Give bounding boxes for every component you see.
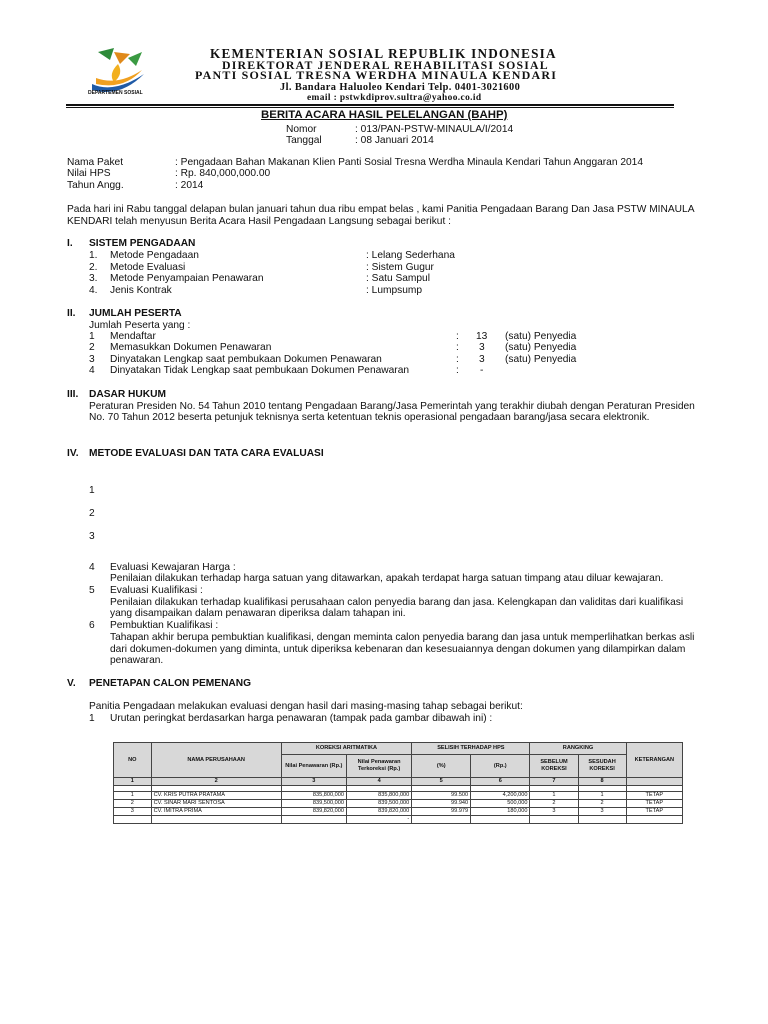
column-number: 8 <box>578 778 626 786</box>
nomor-value: : 013/PAN-PSTW-MINAULA/I/2014 <box>355 124 514 135</box>
evaluation-step-number: 5 <box>89 585 95 596</box>
s1-item-value: : Satu Sampul <box>366 273 430 284</box>
section-5-number: V. <box>67 678 76 689</box>
s1-item-number: 4. <box>89 285 98 296</box>
hps-label: Nilai HPS <box>67 168 111 179</box>
cell-no: 3 <box>114 808 152 816</box>
cell-sebelum: 1 <box>530 792 578 800</box>
letterhead-line-1: KEMENTERIAN SOSIAL REPUBLIK INDONESIA <box>210 46 557 61</box>
cell-nilai-terkoreksi: 839,500,000 <box>346 800 411 808</box>
cell-keterangan: TETAP <box>626 800 682 808</box>
evaluation-step-title: Evaluasi Kualifikasi : <box>110 585 203 596</box>
evaluation-step-text: Penilaian dilakukan terhadap harga satuan yang ditawarkan, apakah terdapat harga satuan timpang atau diluar kewajaran. <box>110 573 664 584</box>
s2-item-label: Memasukkan Dokumen Penawaran <box>110 342 272 353</box>
evaluation-step-text: dari dokumen-dokumen yang diminta, untuk diperiksa kebenaran dan kesesuaiannya dengan dokumen yang dilampirkan dalam <box>110 644 686 655</box>
document-title: BERITA ACARA HASIL PELELANGAN (BAHP) <box>261 109 508 121</box>
cell-keterangan: TETAP <box>626 808 682 816</box>
header-sesudah-koreksi: SESUDAH KOREKSI <box>578 755 626 778</box>
intro-line-1: Pada hari ini Rabu tanggal delapan bulan januari tahun dua ribu empat belas , kami Panitia Pengadaan Barang Dan Jasa PSTW MINAULA <box>67 204 695 215</box>
s1-item-label: Metode Penyampaian Penawaran <box>110 273 264 284</box>
cell-sesudah: 1 <box>578 792 626 800</box>
column-number: 2 <box>151 778 281 786</box>
header-rupiah: (Rp.) <box>471 755 530 778</box>
letterhead-email: email : pstwkdiprov.sultra@yahoo.co.id <box>307 93 482 103</box>
header-nilai-penawaran: Nilai Penawaran (Rp.) <box>281 755 346 778</box>
column-number: 6 <box>471 778 530 786</box>
cell-nilai-penawaran: 839,500,000 <box>281 800 346 808</box>
header-keterangan: KETERANGAN <box>626 743 682 778</box>
cell-no: 1 <box>114 792 152 800</box>
letterhead-rule <box>66 104 674 106</box>
evaluation-step-number: 6 <box>89 620 95 631</box>
section-5-item-number: 1 <box>89 713 95 724</box>
evaluation-step-number: 1 <box>89 485 95 496</box>
section-5-title: PENETAPAN CALON PEMENANG <box>89 678 252 689</box>
s1-item-label: Metode Pengadaan <box>110 250 199 261</box>
column-number: 4 <box>346 778 411 786</box>
s2-item-label: Dinyatakan Lengkap saat pembukaan Dokumen Penawaran <box>110 354 382 365</box>
tanggal-label: Tanggal <box>286 135 322 146</box>
s2-item-colon: : <box>456 365 459 376</box>
s2-item-unit: (satu) Penyedia <box>505 331 577 342</box>
column-number: 3 <box>281 778 346 786</box>
evaluation-step-text: penawaran. <box>110 655 164 666</box>
paket-value: : Pengadaan Bahan Makanan Klien Panti Sosial Tresna Werdha Minaula Kendari Tahun Anggaran 2014 <box>175 157 644 168</box>
cell-nilai-penawaran: 835,800,000 <box>281 792 346 800</box>
column-number: 1 <box>114 778 152 786</box>
ranking-table <box>113 742 683 824</box>
table-row <box>114 800 683 808</box>
s1-item-value: : Lumpsump <box>366 285 423 296</box>
section-5-item-text: Urutan peringkat berdasarkan harga penawaran (tampak pada gambar dibawah ini) : <box>110 713 493 724</box>
s2-item-number: 2 <box>89 342 95 353</box>
section-4-number: IV. <box>67 448 79 459</box>
cell-rupiah: 500,000 <box>471 800 530 808</box>
hps-value: : Rp. 840,000,000.00 <box>175 168 271 179</box>
s2-item-colon: : <box>456 342 459 353</box>
column-number <box>626 778 682 786</box>
cell-company: CV. KRIS PUTRA PRATAMA <box>151 792 281 800</box>
nomor-label: Nomor <box>286 124 317 135</box>
header-no: NO <box>114 743 152 778</box>
column-number: 7 <box>530 778 578 786</box>
paket-label: Nama Paket <box>67 157 124 168</box>
s2-item-number: 3 <box>89 354 95 365</box>
cell-trailing-dash: - <box>346 816 411 824</box>
letterhead-address: Jl. Bandara Haluoleo Kendari Telp. 0401-3021600 <box>280 82 521 93</box>
intro-line-2: KENDARI telah menyusun Berita Acara Hasil Pengadaan Langsung sebagai berikut : <box>67 216 451 227</box>
section-5-intro: Panitia Pengadaan melakukan evaluasi dengan hasil dari masing-masing tahap sebagai berikut: <box>89 701 523 712</box>
s1-item-number: 3. <box>89 273 98 284</box>
evaluation-step-number: 3 <box>89 531 95 542</box>
column-number: 5 <box>412 778 471 786</box>
tahun-value: : 2014 <box>175 180 204 191</box>
s2-item-number: 1 <box>89 331 95 342</box>
header-company: NAMA PERUSAHAAN <box>151 743 281 778</box>
s2-item-count: 13 <box>476 331 488 342</box>
section-2-title: JUMLAH PESERTA <box>89 308 182 319</box>
cell-company: CV. IMITRA PRIMA <box>151 808 281 816</box>
evaluation-step-title: Evaluasi Kewajaran Harga : <box>110 562 236 573</box>
table-row <box>114 808 683 816</box>
cell-percent: 99.940 <box>412 800 471 808</box>
s1-item-number: 2. <box>89 262 98 273</box>
evaluation-step-number: 2 <box>89 508 95 519</box>
header-sebelum-koreksi: SEBELUM KOREKSI <box>530 755 578 778</box>
cell-company: CV. SINAR MARI SENTOSA <box>151 800 281 808</box>
cell-sesudah: 2 <box>578 800 626 808</box>
header-rangking: RANGKING <box>530 743 626 755</box>
cell-rupiah: 180,000 <box>471 808 530 816</box>
evaluation-step-text: Tahapan akhir berupa pembuktian kualifikasi, dengan meminta calon penyedia barang dan jasa untuk memperlihatkan berkas asli <box>110 632 695 643</box>
s2-item-count: 3 <box>479 354 485 365</box>
dasar-hukum-line-2: No. 70 Tahun 2012 beserta petunjuk teknisnya serta ketentuan teknis operasional pengadaan barang/jasa secara elektronik. <box>89 412 650 423</box>
cell-nilai-penawaran: 839,820,000 <box>281 808 346 816</box>
s1-item-label: Jenis Kontrak <box>110 285 172 296</box>
header-nilai-terkoreksi: Nilai Penawaran Terkoreksi (Rp.) <box>346 755 411 778</box>
s2-item-colon: : <box>456 331 459 342</box>
letterhead-rule-thin <box>66 107 674 108</box>
s2-item-count: - <box>480 365 484 376</box>
cell-no: 2 <box>114 800 152 808</box>
letterhead-line-3: PANTI SOSIAL TRESNA WERDHA MINAULA KENDARI <box>195 68 558 82</box>
evaluation-step-text: Penilaian dilakukan terhadap kualifikasi perusahaan calon penyedia barang dan jasa. Kelengkapan dan validitas dari kualifikasi <box>110 597 684 608</box>
section-3-number: III. <box>67 389 79 400</box>
evaluation-step-number: 4 <box>89 562 95 573</box>
s1-item-label: Metode Evaluasi <box>110 262 186 273</box>
tahun-label: Tahun Angg. <box>67 180 124 191</box>
cell-sebelum: 2 <box>530 800 578 808</box>
header-selisih: SELISIH TERHADAP HPS <box>412 743 530 755</box>
table-row <box>114 792 683 800</box>
s1-item-number: 1. <box>89 250 98 261</box>
letterhead-line-2: DIREKTORAT JENDERAL REHABILITASI SOSIAL <box>222 58 549 72</box>
s2-item-unit: (satu) Penyedia <box>505 354 577 365</box>
s1-item-value: : Sistem Gugur <box>366 262 434 273</box>
s2-item-number: 4 <box>89 365 95 376</box>
s1-item-value: : Lelang Sederhana <box>366 250 455 261</box>
header-percent: (%) <box>412 755 471 778</box>
cell-nilai-terkoreksi: 839,820,000 <box>346 808 411 816</box>
section-2-subtitle: Jumlah Peserta yang : <box>89 320 191 331</box>
cell-nilai-terkoreksi: 835,800,000 <box>346 792 411 800</box>
section-1-number: I. <box>67 238 73 249</box>
evaluation-step-title: Pembuktian Kualifikasi : <box>110 620 219 631</box>
section-3-title: DASAR HUKUM <box>89 389 166 400</box>
section-2-number: II. <box>67 308 76 319</box>
cell-rupiah: 4,200,000 <box>471 792 530 800</box>
header-koreksi: KOREKSI ARITMATIKA <box>281 743 412 755</box>
s2-item-label: Dinyatakan Tidak Lengkap saat pembukaan Dokumen Penawaran <box>110 365 410 376</box>
s2-item-colon: : <box>456 354 459 365</box>
cell-sesudah: 3 <box>578 808 626 816</box>
tanggal-value: : 08 Januari 2014 <box>355 135 434 146</box>
cell-sebelum: 3 <box>530 808 578 816</box>
section-4-title: METODE EVALUASI DAN TATA CARA EVALUASI <box>89 448 324 459</box>
cell-percent: 99.500 <box>412 792 471 800</box>
evaluation-step-text: yang disampaikan dalam penawaran diperiksa dalam tahapan ini. <box>110 608 406 619</box>
s2-item-unit: (satu) Penyedia <box>505 342 577 353</box>
cell-percent: 99.979 <box>412 808 471 816</box>
table-row <box>114 816 683 824</box>
s2-item-label: Mendaftar <box>110 331 156 342</box>
section-1-title: SISTEM PENGADAAN <box>89 238 196 249</box>
dasar-hukum-line-1: Peraturan Presiden No. 54 Tahun 2010 tentang Pengadaan Barang/Jasa Pemerintah yang terakhir diubah dengan Peraturan Presiden <box>89 401 695 412</box>
s2-item-count: 3 <box>479 342 485 353</box>
logo-caption: DEPARTEMEN SOSIAL <box>88 90 143 96</box>
cell-keterangan: TETAP <box>626 792 682 800</box>
